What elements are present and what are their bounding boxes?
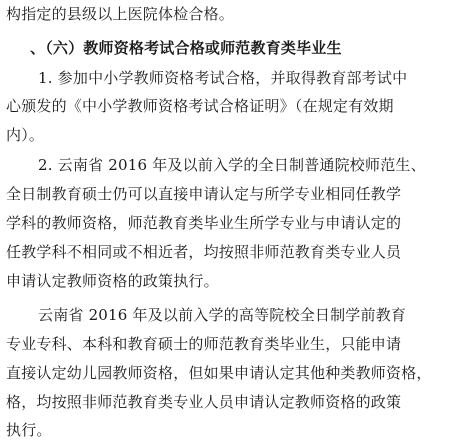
text-line-8: 学科的教师资格，师范教育类毕业生所学专业与申请认定的: [6, 214, 402, 232]
text-line-7: 全日制教育硕士仍可以直接申请认定与所学专业相同任教学: [6, 185, 402, 203]
text-line-10: 申请认定教师资格的政策执行。: [6, 272, 219, 290]
text-line-12: 专业专科、本科和教育硕士的师范教育类毕业生，只能申请: [6, 335, 402, 353]
text-line-5: 内）。: [6, 126, 45, 144]
text-line-4: 心颁发的《中小学教师资格考试合格证明》（在规定有效期: [6, 97, 394, 115]
text-line-11: 云南省 2016 年及以前入学的高等院校全日制学前教育: [38, 306, 407, 324]
text-line-3: 1. 参加中小学教师资格考试合格，并取得教育部考试中: [38, 69, 408, 87]
text-line-15: 执行。: [6, 421, 52, 439]
text-line-1: 构指定的县级以上医院体检合格。: [6, 5, 235, 23]
text-line-9: 任教学科不相同或不相近者，均按照非师范教育类专业人员: [6, 243, 402, 261]
section-heading: 、（六）教师资格考试合格或师范教育类毕业生: [30, 39, 342, 57]
text-line-13: 直接认定幼儿园教师资格，但如果申请认定其他种类教师资格，: [6, 364, 432, 382]
text-line-14: 格，均按照非师范教育类专业人员申请认定教师资格的政策: [6, 393, 402, 411]
text-line-6: 2. 云南省 2016 年及以前入学的全日制普通院校师范生、: [38, 156, 426, 174]
